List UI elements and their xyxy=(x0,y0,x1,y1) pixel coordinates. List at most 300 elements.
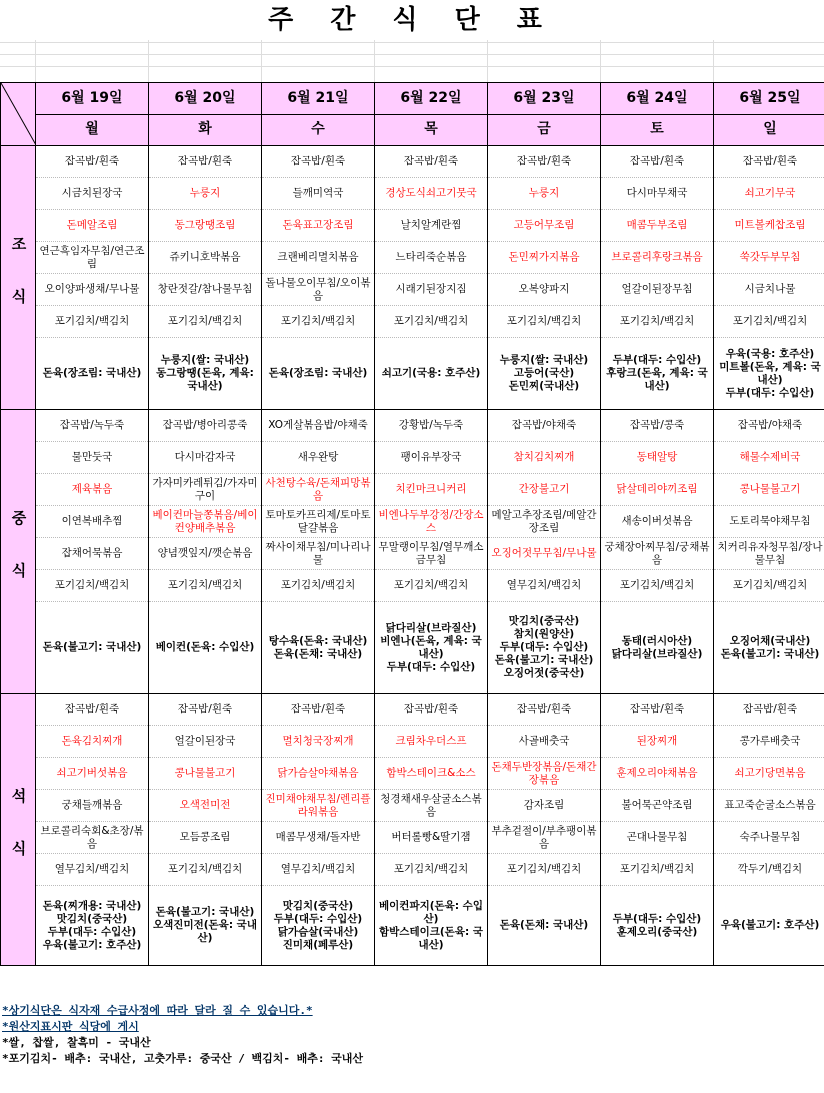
menu-item-text: 잡곡밥/흰죽 xyxy=(742,155,798,167)
origin-cell xyxy=(714,886,824,966)
menu-item-text: 이연복배추찜 xyxy=(61,515,123,527)
menu-item-text: 새우완탕 xyxy=(297,451,339,463)
menu-item-text: 포기김치/백김치 xyxy=(619,863,695,875)
menu-item xyxy=(149,274,262,306)
date-header: 6월 21일 xyxy=(262,83,375,115)
menu-item-text: 표고죽순굴소스볶음 xyxy=(724,799,816,811)
menu-item-text: 참치김치찌개 xyxy=(513,451,575,463)
menu-item xyxy=(262,538,375,570)
menu-item-text: 동태(러시아산) 닭다리살(브라질산) xyxy=(611,634,703,660)
menu-item xyxy=(262,274,375,306)
menu-item-text: 돈육(돈채: 국내산) xyxy=(499,919,589,931)
menu-item xyxy=(488,790,601,822)
menu-item xyxy=(262,410,375,442)
menu-row xyxy=(1,210,824,242)
menu-item-text: 잡곡밥/흰죽 xyxy=(403,155,459,167)
menu-item xyxy=(375,822,488,854)
menu-item xyxy=(36,306,149,338)
menu-item-text: 돈육(장조림: 국내산) xyxy=(42,367,142,379)
menu-item-text: 치킨마크니커리 xyxy=(395,483,467,495)
menu-item xyxy=(601,242,714,274)
menu-item xyxy=(488,854,601,886)
menu-item xyxy=(375,274,488,306)
menu-item xyxy=(714,274,824,306)
origin-cell xyxy=(601,886,714,966)
menu-item-text: 열무김치/백김치 xyxy=(506,579,582,591)
menu-item xyxy=(149,822,262,854)
menu-item-text: 숙주나물무침 xyxy=(739,831,801,843)
menu-item xyxy=(262,726,375,758)
menu-item xyxy=(488,274,601,306)
menu-item-text: 얼갈이된장무침 xyxy=(621,283,693,295)
menu-item xyxy=(601,306,714,338)
menu-item xyxy=(714,506,824,538)
date-header: 6월 19일 xyxy=(36,83,149,115)
menu-item-text: 동태알탕 xyxy=(636,451,678,463)
date-header: 6월 20일 xyxy=(149,83,262,115)
menu-item-text: 돈육김치찌개 xyxy=(61,735,123,747)
menu-item-text: 맛김치(중국산) 참치(원양산) 두부(대두: 수입산) 돈육(불고기: 국내산) 오징어젓(중국산) xyxy=(494,615,594,679)
menu-item-text: XO게살볶음밥/야채죽 xyxy=(268,419,368,431)
menu-item xyxy=(714,242,824,274)
menu-item-text: 열무김치/백김치 xyxy=(280,863,356,875)
menu-item xyxy=(375,854,488,886)
menu-item-text: 잡곡밥/콩죽 xyxy=(629,419,685,431)
menu-item-text: 쇠고기(국용: 호주산) xyxy=(381,367,481,379)
menu-item-text: 잡곡밥/흰죽 xyxy=(64,155,120,167)
menu-item-text: 고등어무조림 xyxy=(513,219,575,231)
menu-item-text: 쑥갓두부무침 xyxy=(739,251,801,263)
menu-item-text: 돈육(찌개용: 국내산) 맛김치(중국산) 두부(대두: 수입산) 우육(불고기: 호주산) xyxy=(42,899,142,951)
menu-item-text: 잡곡밥/흰죽 xyxy=(516,703,572,715)
menu-item xyxy=(375,758,488,790)
menu-item-text: 잡곡밥/흰죽 xyxy=(629,703,685,715)
menu-item xyxy=(36,242,149,274)
menu-item-text: 비엔나두부강정/간장소스 xyxy=(378,508,484,534)
menu-row xyxy=(1,242,824,274)
menu-row xyxy=(1,570,824,602)
menu-item-text: 토마토카프리제/토마토달걀볶음 xyxy=(265,508,371,534)
menu-item xyxy=(149,758,262,790)
menu-item xyxy=(149,474,262,506)
menu-item-text: 깍두기/백김치 xyxy=(737,863,803,875)
menu-item-text: 강황밥/녹두죽 xyxy=(398,419,464,431)
menu-item-text: 포기김치/백김치 xyxy=(732,579,808,591)
menu-item-text: 포기김치/백김치 xyxy=(54,315,130,327)
menu-item xyxy=(36,442,149,474)
menu-item-text: 닭다리살(브라질산) 비엔나(돈육, 계육: 국내산) 두부(대두: 수입산) xyxy=(380,621,482,673)
menu-item xyxy=(149,790,262,822)
menu-item xyxy=(601,506,714,538)
menu-item-text: 우육(국용: 호주산) 미트볼(돈육, 계육: 국내산) 두부(대두: 수입산) xyxy=(719,347,821,399)
menu-item-text: 모듬콩조림 xyxy=(179,831,231,843)
menu-item xyxy=(262,210,375,242)
menu-item-text: 닭살데리야끼조림 xyxy=(616,483,698,495)
menu-item-text: 잡곡밥/흰죽 xyxy=(629,155,685,167)
menu-item xyxy=(262,474,375,506)
origin-cell xyxy=(488,602,601,694)
menu-item-text: 베이컨마늘쫑볶음/베이컨양배추볶음 xyxy=(152,508,258,534)
menu-item-text: 메알고추장조림/메알간장조림 xyxy=(491,508,597,534)
menu-item xyxy=(262,790,375,822)
menu-item xyxy=(375,442,488,474)
menu-item xyxy=(375,474,488,506)
menu-item-text: 쇠고기버섯볶음 xyxy=(56,767,128,779)
menu-item xyxy=(714,474,824,506)
menu-item-text: 크랜베리멸치볶음 xyxy=(277,251,359,263)
menu-item xyxy=(601,210,714,242)
menu-item xyxy=(601,790,714,822)
menu-item-text: 버터롤빵&딸기잼 xyxy=(391,831,471,843)
menu-item-text: 돈채두반장볶음/돈채간장볶음 xyxy=(491,760,597,786)
menu-item-text: 돈육(불고기: 국내산) 오색진미전(돈육: 국내산) xyxy=(153,906,257,944)
menu-item-text: 청경채새우살굴소스볶음 xyxy=(380,792,482,818)
menu-item xyxy=(375,410,488,442)
menu-item xyxy=(375,570,488,602)
menu-item-text: 잡곡밥/야채죽 xyxy=(511,419,577,431)
menu-item-text: 오이양파생채/무나물 xyxy=(44,283,140,295)
menu-item-text: 탕수육(돈육: 국내산) 돈육(돈채: 국내산) xyxy=(268,634,368,660)
menu-item-text: 두부(대두: 수입산) 후랑크(돈육, 계육: 국내산) xyxy=(606,354,708,392)
menu-item xyxy=(601,758,714,790)
menu-item xyxy=(36,694,149,726)
origin-cell xyxy=(714,602,824,694)
menu-item-text: 포기김치/백김치 xyxy=(393,579,469,591)
menu-item-text: 포기김치/백김치 xyxy=(167,579,243,591)
menu-row xyxy=(1,442,824,474)
date-row xyxy=(1,83,824,115)
menu-item-text: 동그랑땡조림 xyxy=(174,219,236,231)
menu-item-text: 우육(불고기: 호주산) xyxy=(720,919,820,931)
menu-item-text: 포기김치/백김치 xyxy=(54,579,130,591)
menu-item xyxy=(601,474,714,506)
menu-item xyxy=(36,178,149,210)
menu-item-text: 잡곡밥/흰죽 xyxy=(177,155,233,167)
menu-item xyxy=(488,442,601,474)
menu-item-text: 베이컨(돈육: 수입산) xyxy=(155,641,255,653)
menu-item-text: 돈메알조림 xyxy=(66,219,118,231)
menu-item-text: 잡곡밥/병아리콩죽 xyxy=(162,419,248,431)
menu-item xyxy=(488,822,601,854)
menu-item xyxy=(714,854,824,886)
menu-item xyxy=(262,570,375,602)
origin-cell xyxy=(36,338,149,410)
menu-item xyxy=(601,694,714,726)
menu-item-text: 잡채어묵볶음 xyxy=(61,547,123,559)
menu-item-text: 누룽지 xyxy=(528,187,560,199)
menu-item-text: 돈육표고장조림 xyxy=(282,219,354,231)
menu-item xyxy=(601,410,714,442)
menu-item xyxy=(149,178,262,210)
menu-item xyxy=(149,442,262,474)
menu-row xyxy=(1,538,824,570)
menu-item xyxy=(149,242,262,274)
menu-item-text: 브로콜리숙회&초장/볶음 xyxy=(40,824,144,850)
menu-item xyxy=(149,538,262,570)
origin-cell xyxy=(36,602,149,694)
menu-item-text: 포기김치/백김치 xyxy=(280,315,356,327)
origin-cell xyxy=(262,886,375,966)
menu-item-text: 궁채들깨볶음 xyxy=(61,799,123,811)
menu-item-text: 포기김치/백김치 xyxy=(619,315,695,327)
menu-item xyxy=(262,758,375,790)
menu-item xyxy=(488,474,601,506)
menu-item xyxy=(488,758,601,790)
menu-item xyxy=(714,306,824,338)
menu-item-text: 얼갈이된장국 xyxy=(174,735,236,747)
menu-item xyxy=(714,538,824,570)
meal-label: 석 식 xyxy=(1,694,36,966)
meal-label: 조 식 xyxy=(1,146,36,410)
origin-cell xyxy=(714,338,824,410)
menu-item-text: 짜사이채무침/미나리나물 xyxy=(265,540,371,566)
menu-item-text: 부추겉절이/부추팽이볶음 xyxy=(491,824,597,850)
menu-item-text: 브로콜리후랑크볶음 xyxy=(611,251,703,263)
menu-item-text: 궁채장아찌무침/궁채볶음 xyxy=(604,540,710,566)
diagonal-line xyxy=(1,83,36,145)
menu-item-text: 멸치청국장찌개 xyxy=(282,735,354,747)
menu-item-text: 다시마무채국 xyxy=(626,187,688,199)
menu-item-text: 양념깻잎지/깻순볶음 xyxy=(157,547,253,559)
menu-item xyxy=(601,854,714,886)
date-header: 6월 25일 xyxy=(714,83,824,115)
menu-item-text: 제육볶음 xyxy=(71,483,113,495)
menu-item-text: 포기김치/백김치 xyxy=(393,863,469,875)
menu-item-text: 포기김치/백김치 xyxy=(167,315,243,327)
menu-item-text: 창란젓갈/참나물무침 xyxy=(157,283,253,295)
menu-item-text: 간장불고기 xyxy=(518,483,570,495)
menu-item xyxy=(149,694,262,726)
origin-cell xyxy=(375,886,488,966)
menu-item xyxy=(488,210,601,242)
origin-cell xyxy=(375,338,488,410)
menu-item xyxy=(488,146,601,178)
date-header: 6월 22일 xyxy=(375,83,488,115)
weekday-header: 금 xyxy=(488,114,601,146)
menu-item-text: 곤대나물무침 xyxy=(626,831,688,843)
menu-item xyxy=(488,410,601,442)
menu-item xyxy=(601,570,714,602)
menu-item xyxy=(488,306,601,338)
menu-item-text: 콩가루배춧국 xyxy=(739,735,801,747)
menu-item xyxy=(36,410,149,442)
menu-item-text: 경상도식쇠고기뭇국 xyxy=(385,187,477,199)
menu-item-text: 잡곡밥/흰죽 xyxy=(403,703,459,715)
menu-item-text: 잡곡밥/흰죽 xyxy=(742,703,798,715)
menu-item-text: 오징어젓무무침/무나물 xyxy=(491,547,597,559)
menu-item-text: 사골배춧국 xyxy=(518,735,570,747)
menu-item-text: 가자미카레튀김/가자미구이 xyxy=(152,476,258,502)
origin-cell xyxy=(262,602,375,694)
menu-item-text: 쇠고기당면볶음 xyxy=(734,767,806,779)
menu-item-text: 돈육(장조림: 국내산) xyxy=(268,367,368,379)
menu-item xyxy=(262,694,375,726)
menu-item xyxy=(36,758,149,790)
menu-item xyxy=(36,538,149,570)
menu-item-text: 오복양파지 xyxy=(518,283,570,295)
spreadsheet-gridlines xyxy=(0,40,824,82)
menu-item-text: 포기김치/백김치 xyxy=(393,315,469,327)
menu-item-text: 쇠고기무국 xyxy=(744,187,796,199)
menu-item-text: 잡곡밥/흰죽 xyxy=(64,703,120,715)
menu-row xyxy=(1,338,824,410)
menu-item-text: 크림차우더스프 xyxy=(395,735,467,747)
menu-item-text: 포기김치/백김치 xyxy=(732,315,808,327)
menu-item xyxy=(262,306,375,338)
weekday-row xyxy=(1,114,824,146)
menu-item-text: 누룽지(쌀: 국내산) 고등어(국산) 돈민찌(국내산) xyxy=(499,354,589,392)
menu-item xyxy=(149,146,262,178)
origin-cell xyxy=(601,338,714,410)
menu-item-text: 포기김치/백김치 xyxy=(619,579,695,591)
menu-item xyxy=(262,854,375,886)
meal-label: 중 식 xyxy=(1,410,36,694)
menu-item xyxy=(36,726,149,758)
origin-cell xyxy=(601,602,714,694)
weekday-header: 일 xyxy=(714,114,824,146)
menu-row xyxy=(1,886,824,966)
corner-cell xyxy=(1,83,36,146)
note-kimchi-origin: *포기김치- 배추: 국내산, 고춧가루: 중국산 / 백김치- 배추: 국내산 xyxy=(2,1052,363,1065)
menu-item xyxy=(149,306,262,338)
origin-cell xyxy=(36,886,149,966)
menu-item-text: 진미채야채무침/렌리플라워볶음 xyxy=(265,792,371,818)
weekly-menu-table xyxy=(0,82,824,966)
menu-item-text: 미트볼케찹조림 xyxy=(734,219,806,231)
menu-item-text: 오징어채(국내산) 돈육(불고기: 국내산) xyxy=(720,634,820,660)
menu-item xyxy=(601,538,714,570)
menu-item xyxy=(262,242,375,274)
menu-row xyxy=(1,474,824,506)
menu-row xyxy=(1,410,824,442)
menu-item xyxy=(149,210,262,242)
menu-item xyxy=(262,146,375,178)
menu-item-text: 돈육(불고기: 국내산) xyxy=(42,641,142,653)
menu-item xyxy=(601,178,714,210)
menu-row xyxy=(1,758,824,790)
menu-item-text: 훈제오리야채볶음 xyxy=(616,767,698,779)
date-header: 6월 24일 xyxy=(601,83,714,115)
menu-item-text: 누룽지 xyxy=(189,187,221,199)
menu-item-text: 돈민찌가지볶음 xyxy=(508,251,580,263)
menu-item xyxy=(375,694,488,726)
menu-item-text: 팽이유부장국 xyxy=(400,451,462,463)
menu-item-text: 다시마감자국 xyxy=(174,451,236,463)
menu-item-text: 쥬키니호박볶음 xyxy=(169,251,241,263)
menu-item-text: 열무김치/백김치 xyxy=(54,863,130,875)
menu-item-text: 잡곡밥/야채죽 xyxy=(737,419,803,431)
menu-item-text: 매콤두부조림 xyxy=(626,219,688,231)
menu-item xyxy=(601,274,714,306)
origin-cell xyxy=(262,338,375,410)
menu-item xyxy=(601,442,714,474)
menu-item-text: 돌나물오이무침/오이볶음 xyxy=(265,276,371,302)
menu-item xyxy=(714,694,824,726)
menu-item xyxy=(36,274,149,306)
menu-item xyxy=(36,146,149,178)
menu-row xyxy=(1,274,824,306)
weekday-header: 목 xyxy=(375,114,488,146)
menu-item-text: 오색전미전 xyxy=(179,799,231,811)
menu-item xyxy=(262,506,375,538)
menu-item-text: 느타리죽순볶음 xyxy=(395,251,467,263)
menu-item xyxy=(375,306,488,338)
menu-item xyxy=(149,410,262,442)
menu-item xyxy=(714,442,824,474)
menu-item xyxy=(488,242,601,274)
origin-cell xyxy=(488,338,601,410)
origin-cell xyxy=(149,886,262,966)
menu-row xyxy=(1,602,824,694)
menu-item xyxy=(714,726,824,758)
menu-item xyxy=(601,146,714,178)
menu-item xyxy=(375,178,488,210)
menu-item-text: 베이컨파지(돈육: 수입산) 함박스테이크(돈육: 국내산) xyxy=(379,899,483,951)
menu-item xyxy=(714,758,824,790)
menu-item xyxy=(714,822,824,854)
menu-item xyxy=(36,790,149,822)
menu-item xyxy=(601,822,714,854)
menu-item xyxy=(375,790,488,822)
menu-item xyxy=(36,506,149,538)
menu-item-text: 포기김치/백김치 xyxy=(506,863,582,875)
menu-item-text: 함박스테이크&소스 xyxy=(386,767,476,779)
menu-item xyxy=(262,442,375,474)
menu-item xyxy=(714,178,824,210)
menu-item-text: 시금치된장국 xyxy=(61,187,123,199)
menu-item xyxy=(375,146,488,178)
menu-item-text: 누룽지(쌀: 국내산) 동그랑땡(돈육, 계육: 국내산) xyxy=(156,354,254,392)
note-rice-origin: *쌀, 찹쌀, 찰흑미 - 국내산 xyxy=(2,1036,151,1049)
menu-item-text: 도토리묵야채무침 xyxy=(729,515,811,527)
notes-section xyxy=(2,1003,363,1067)
menu-item xyxy=(149,854,262,886)
menu-item-text: 매콤무생채/돌자반 xyxy=(275,831,361,843)
menu-item-text: 맛김치(중국산) 두부(대두: 수입산) 닭가슴살(국내산) 진미채(페루산) xyxy=(273,899,363,951)
menu-item-text: 무말랭이무침/열무깨소금무침 xyxy=(378,540,484,566)
menu-item-text: 연근흑임자무침/연근조림 xyxy=(39,244,145,270)
weekday-header: 토 xyxy=(601,114,714,146)
menu-item-text: 사천탕수육/돈채피망볶음 xyxy=(265,476,371,502)
date-header: 6월 23일 xyxy=(488,83,601,115)
origin-cell xyxy=(149,602,262,694)
menu-item-text: 물만둣국 xyxy=(71,451,113,463)
origin-cell xyxy=(375,602,488,694)
weekday-header: 수 xyxy=(262,114,375,146)
origin-cell xyxy=(149,338,262,410)
menu-row xyxy=(1,506,824,538)
menu-item xyxy=(714,570,824,602)
menu-item xyxy=(375,242,488,274)
menu-item xyxy=(149,726,262,758)
menu-item xyxy=(36,822,149,854)
menu-item-text: 잡곡밥/흰죽 xyxy=(516,155,572,167)
menu-item-text: 감자조림 xyxy=(523,799,565,811)
menu-item xyxy=(488,178,601,210)
menu-row xyxy=(1,790,824,822)
menu-item xyxy=(36,570,149,602)
menu-item xyxy=(488,570,601,602)
menu-item xyxy=(488,506,601,538)
menu-row xyxy=(1,854,824,886)
menu-item xyxy=(714,790,824,822)
menu-item xyxy=(149,506,262,538)
menu-item xyxy=(488,538,601,570)
origin-cell xyxy=(488,886,601,966)
menu-item xyxy=(714,146,824,178)
weekday-header: 월 xyxy=(36,114,149,146)
menu-item xyxy=(36,474,149,506)
